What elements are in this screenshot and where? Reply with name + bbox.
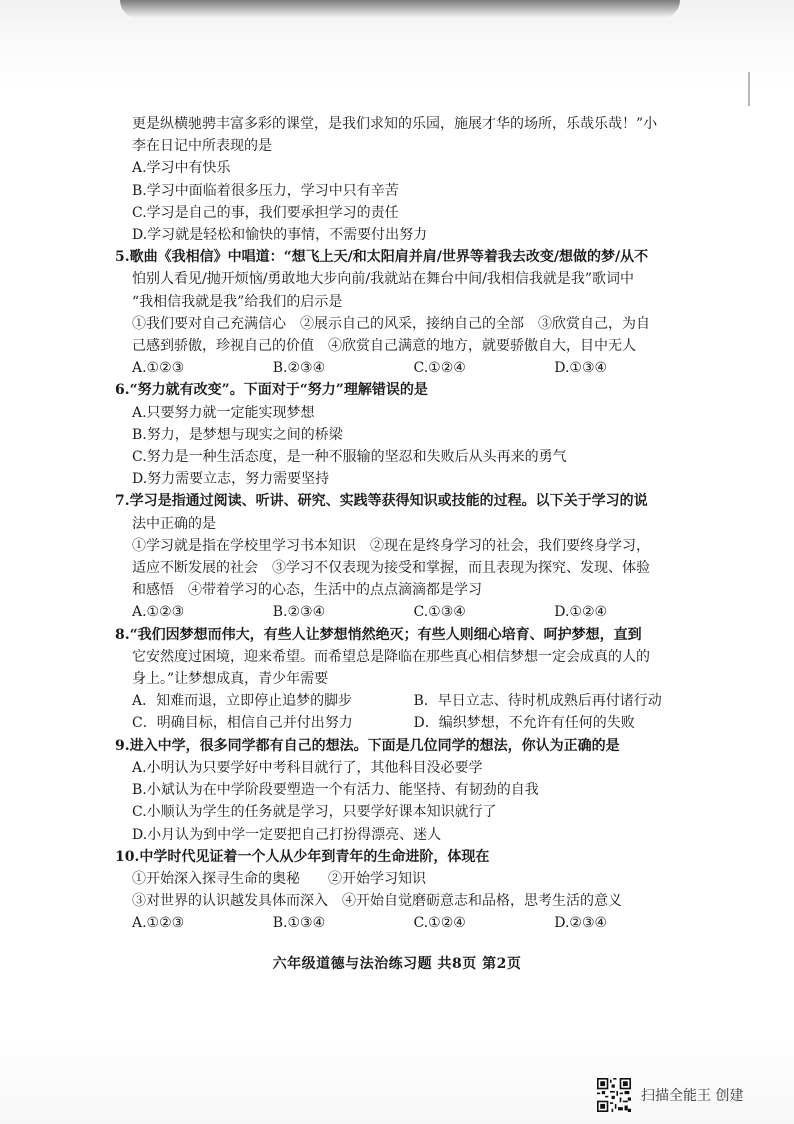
text-line: B.努力，是梦想与现实之间的桥梁 (132, 426, 343, 443)
text-line: 身上。”让梦想成真，青少年需要 (132, 671, 329, 688)
answer-option: D.②③④ (554, 915, 608, 932)
answer-option: C.①③④ (413, 604, 466, 621)
answer-option: C．明确目标，相信自己并付出努力 (132, 715, 353, 732)
scanner-watermark (597, 1078, 743, 1112)
text-line: 更是纵横驰骋丰富多彩的课堂，是我们求知的乐园，施展才华的场所，乐哉乐哉！”小 (132, 116, 658, 132)
answer-option: A.①②③ (132, 604, 185, 621)
answer-options (115, 690, 695, 712)
text-line: D.学习就是轻松和愉快的事情，不需要付出努力 (132, 227, 428, 244)
answer-option: B.①③④ (272, 915, 326, 932)
answer-option: C.①②④ (413, 360, 466, 377)
answer-option: A.①②③ (132, 360, 185, 377)
answer-option: B．早日立志、待时机成熟后再付诸行动 (413, 693, 662, 710)
answer-option: D.①②④ (554, 604, 608, 621)
answer-option: C.①②④ (413, 915, 466, 932)
text-line: C.努力是一种生活态度，是一种不服输的坚忍和失败后从头再来的勇气 (132, 449, 567, 466)
text-line: ①我们要对自己充满信心 ②展示自己的风采，接纳自己的全部 ③欣赏自己，为自 (132, 315, 650, 332)
answer-option: B.②③④ (272, 604, 326, 621)
question-stem: 7.学习是指通过阅读、听讲、研究、实践等获得知识或技能的过程。以下关于学习的说 (115, 493, 648, 510)
question-stem: 9.进入中学，很多同学都有自己的想法。下面是几位同学的想法，你认为正确的是 (115, 737, 620, 754)
question-stem: 5.歌曲《我相信》中唱道：“想飞上天/和太阳肩并肩/世界等着我去改变/想做的梦/从不 (115, 249, 649, 266)
answer-option: D．编织梦想，不允许有任何的失败 (413, 715, 635, 732)
text-line: A.学习中有快乐 (132, 160, 231, 177)
text-line: 和感悟 ④带着学习的心态，生活中的点点滴滴都是学习 (132, 582, 482, 599)
margin-mark (748, 72, 750, 106)
text-line: B.小斌认为在中学阶段要塑造一个有活力、能坚持、有韧劲的自我 (132, 782, 539, 799)
text-line: 法中正确的是 (132, 515, 216, 532)
text-line: 己感到骄傲，珍视自己的价值 ④欣赏自己满意的地方，就要骄傲自大，目中无人 (132, 338, 636, 355)
text-line: C.小顺认为学生的任务就是学习，只要学好课本知识就行了 (132, 804, 497, 821)
scan-shadow (120, 0, 680, 18)
qr-code-icon (597, 1078, 631, 1112)
answer-options (115, 601, 695, 623)
text-line: “我相信我就是我”给我们的启示是 (132, 293, 343, 310)
answer-options (115, 912, 695, 934)
answer-options (115, 712, 695, 734)
text-line: 适应不断发展的社会 ③学习不仅表现为接受和掌握，而且表现为探究、发现、体验 (132, 560, 650, 577)
answer-option: A.①②③ (132, 915, 185, 932)
answer-option: B.②③④ (272, 360, 326, 377)
text-line: 它安然度过困境，迎来希望。而希望总是降临在那些真心相信梦想一定会成真的人的 (132, 648, 650, 665)
answer-option: D.①③④ (554, 360, 608, 377)
page-footer: 六年级道德与法治练习题 共8页 第2页 (272, 956, 522, 972)
watermark-text: 扫描全能王 创建 (641, 1088, 744, 1104)
text-line: D.努力需要立志，努力需要坚持 (132, 471, 330, 488)
question-stem: 10.中学时代见证着一个人从少年到青年的生命进阶，体现在 (115, 848, 490, 865)
text-line: ①开始深入探寻生命的奥秘 ②开始学习知识 (132, 870, 426, 887)
text-line: C.学习是自己的事，我们要承担学习的责任 (132, 204, 399, 221)
text-line: A.小明认为只要学好中考科目就行了，其他科目没必要学 (132, 759, 483, 776)
text-line: D.小月认为到中学一定要把自己打扮得漂亮、迷人 (132, 826, 442, 843)
text-line: A.只要努力就一定能实现梦想 (132, 404, 315, 421)
question-content (115, 113, 695, 935)
question-stem: 8.“我们因梦想而伟大，有些人让梦想悄然绝灭；有些人则细心培育、呵护梦想，直到 (115, 626, 642, 643)
answer-options (115, 357, 695, 379)
text-line: 怕别人看见/抛开烦恼/勇敢地大步向前/我就站在舞台中间/我相信我就是我”歌词中 (132, 271, 635, 288)
text-line: ③对世界的认识越发具体而深入 ④开始自觉磨砺意志和品格，思考生活的意义 (132, 893, 622, 910)
answer-option: A．知难而退，立即停止追梦的脚步 (132, 693, 353, 710)
text-line: 李在日记中所表现的是 (132, 138, 272, 155)
question-stem: 6.“努力就有改变”。下面对于“努力”理解错误的是 (115, 382, 428, 399)
text-line: ①学习就是指在学校里学习书本知识 ②现在是终身学习的社会，我们要终身学习， (132, 537, 650, 554)
text-line: B.学习中面临着很多压力，学习中只有辛苦 (132, 182, 399, 199)
